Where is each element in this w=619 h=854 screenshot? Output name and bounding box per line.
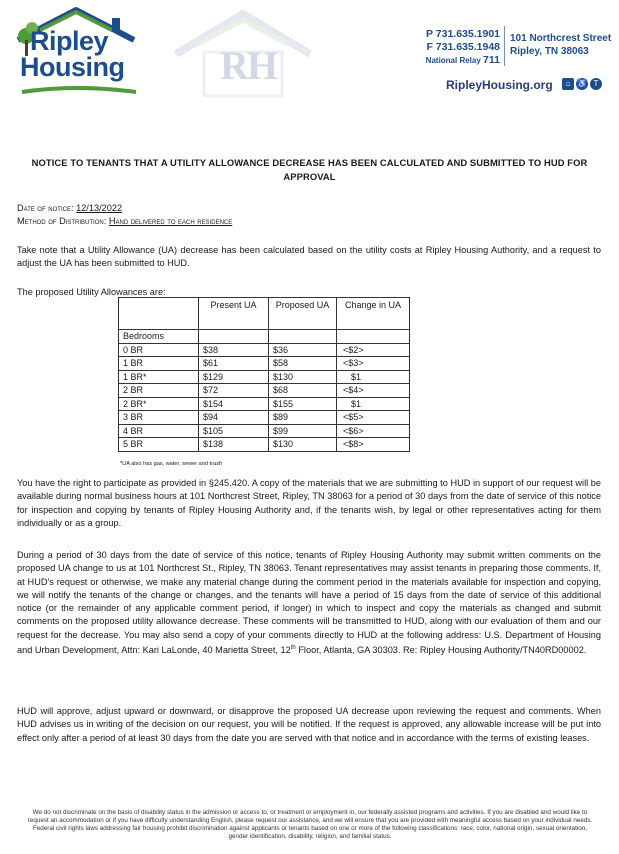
- table-row: [119, 370, 410, 384]
- utility-allowance-table: [118, 297, 410, 452]
- table-cell: 0 BR: [119, 343, 199, 357]
- ordinal-suffix: th: [290, 645, 296, 652]
- distribution-method-label: Method of Distribution:: [17, 216, 107, 226]
- notice-date-value: 12/13/2022: [76, 203, 123, 213]
- comments-paragraph-part-1: During a period of 30 days from the date of service of this notice, tenants of Ripley Housing Authority may submit written comments on the proposed UA change to us at 101 Northcrest St., Ripley, TN 38063. Tenant representatives may assist tenants in preparing those comments. If, at HUD's request or otherwise, we make any material change during the comment period in the materials available for inspection and copying, we will notify the tenants of the change or changes, and the tenants will have a period of 15 days from the date of service of this additional notice (or the remainder of any applicable comment period, if longer) in which to inspect and copy the materials as changed and submit comments on the proposed utility allowance decrease. These comments will be transmitted to HUD, along with our evaluation of them and our request for the decrease. You may also send a copy of your comments directly to HUD at the following address: U.S. Department of Housing and Urban Development, Attn: Kari LaLonde, 40 Marietta Street, 12: [17, 550, 601, 656]
- logo-wordmark: [20, 28, 125, 80]
- participation-paragraph: You have the right to participate as provided in §245.420. A copy of the materials that we are submitting to HUD in support of our request will be available during normal business hours at 101 Northcrest Street, Ripley, TN 38063 for a period of 30 days from the date of service of this notice for inspection and copying by tenants of Ripley Housing Authority and, if the tenants wish, by legal or other representatives acting for them individually or as a group.: [17, 478, 601, 528]
- address-line-2: Ripley, TN 38063: [510, 46, 589, 57]
- table-cell: 5 BR: [119, 438, 199, 452]
- table-header-change: Change in UA: [337, 298, 410, 330]
- table-cell: $155: [269, 397, 337, 411]
- table-cell: $61: [199, 357, 269, 371]
- table-row: [119, 357, 410, 371]
- table-cell: [337, 330, 410, 344]
- nondiscrimination-disclaimer: We do not discriminate on the basis of disability status in the admission or access to, or treatment or employment in, our federally assisted programs and activities. If you are disabled and would like to request an accommodation or if you have difficulty understanding English, please request our assistance, and we will ensure that you are provided with meaningful access based on your individual needs. Federal civil rights laws addressing fair housing prohibit discrimination against applicants or tenants based on one or more of the following classifications: race, color, national origin, sexual orientation, gender identification, disability, religion, and familial status.: [27, 809, 593, 840]
- table-footnote: *UA also has gas, water, sewer and trash: [120, 461, 222, 467]
- table-cell: $72: [199, 384, 269, 398]
- table-cell: $94: [199, 411, 269, 425]
- table-cell: $130: [269, 370, 337, 384]
- contact-divider: [504, 26, 505, 66]
- table-cell: $138: [199, 438, 269, 452]
- table-cell: 1 BR: [119, 357, 199, 371]
- tty-icon: T: [590, 78, 602, 90]
- table-intro: The proposed Utility Allowances are:: [17, 287, 166, 297]
- table-cell: <$6>: [337, 424, 410, 438]
- table-header-blank: [119, 298, 199, 330]
- table-row: [119, 397, 410, 411]
- table-row: [119, 424, 410, 438]
- relay-line: [408, 54, 500, 67]
- table-cell: 4 BR: [119, 424, 199, 438]
- table-cell: $129: [199, 370, 269, 384]
- table-cell: $89: [269, 411, 337, 425]
- table-cell: <$8>: [337, 438, 410, 452]
- contact-numbers: [408, 28, 500, 67]
- relay-label: National Relay: [425, 56, 481, 65]
- mailing-address: [510, 32, 611, 58]
- table-cell: 2 BR: [119, 384, 199, 398]
- table-cell: $130: [269, 438, 337, 452]
- table-cell: [199, 330, 269, 344]
- table-cell: <$2>: [337, 343, 410, 357]
- address-line-1: 101 Northcrest Street: [510, 33, 612, 44]
- comments-paragraph-part-2: Floor, Atlanta, GA 30303. Re: Ripley Housing Authority/TN40RD00002.: [295, 645, 587, 656]
- table-cell: $105: [199, 424, 269, 438]
- hud-approval-paragraph: HUD will approve, adjust upward or downward, or disapprove the proposed UA decrease upon reviewing the request and comments. When HUD advises us in writing of the decision on our request, you will be notified. If the request is approved, any allowable increase will be put into effect only after a period of at least 30 days from the date you are served with that notice and in accordance with the terms of existing leases.: [17, 706, 601, 743]
- watermark-letters: RH: [220, 43, 276, 88]
- table-row-bedrooms: [119, 330, 410, 344]
- table-header-row: [119, 298, 410, 330]
- distribution-method-line: [17, 215, 232, 227]
- table-header-proposed: Proposed UA: [269, 298, 337, 330]
- website-link[interactable]: RipleyHousing.org: [446, 78, 553, 92]
- table-cell: Bedrooms: [119, 330, 199, 344]
- logo-line-2: Housing: [20, 52, 125, 82]
- table-row: [119, 343, 410, 357]
- table-cell: $1: [337, 370, 410, 384]
- equal-housing-icon: ⌂: [562, 78, 574, 90]
- table-cell: 2 BR*: [119, 397, 199, 411]
- notice-date-label: Date of notice:: [17, 203, 74, 213]
- relay-number: 711: [483, 54, 500, 66]
- notice-title: NOTICE TO TENANTS THAT A UTILITY ALLOWANCE DECREASE HAS BEEN CALCULATED AND SUBMITTED TO HUD FOR APPROVAL: [31, 157, 588, 182]
- table-cell: $36: [269, 343, 337, 357]
- table-header-present: Present UA: [199, 298, 269, 330]
- table-cell: $38: [199, 343, 269, 357]
- distribution-method-value: Hand delivered to each residence: [108, 216, 233, 226]
- table-cell: $68: [269, 384, 337, 398]
- intro-paragraph: Take note that a Utility Allowance (UA) decrease has been calculated based on the utility costs at Ripley Housing Authority, and a request to adjust the UA has been submitted to HUD.: [17, 245, 601, 269]
- table-cell: 3 BR: [119, 411, 199, 425]
- letterhead: [0, 0, 619, 110]
- fax-number: F 731.635.1948: [426, 41, 500, 53]
- table-cell: $154: [199, 397, 269, 411]
- notice-date-line: [17, 202, 122, 214]
- phone-number: P 731.635.1901: [426, 28, 500, 40]
- table-cell: $58: [269, 357, 337, 371]
- accessibility-badges: [562, 78, 602, 90]
- table-row: [119, 438, 410, 452]
- table-cell: $99: [269, 424, 337, 438]
- table-cell: <$4>: [337, 384, 410, 398]
- comments-paragraph: [17, 549, 601, 657]
- table-row: [119, 411, 410, 425]
- logo-line-1: Ripley: [30, 26, 109, 56]
- table-cell: 1 BR*: [119, 370, 199, 384]
- table-cell: <$3>: [337, 357, 410, 371]
- table-row: [119, 384, 410, 398]
- wheelchair-icon: ♿: [577, 79, 587, 88]
- table-cell: [269, 330, 337, 344]
- table-cell: $1: [337, 397, 410, 411]
- table-cell: <$5>: [337, 411, 410, 425]
